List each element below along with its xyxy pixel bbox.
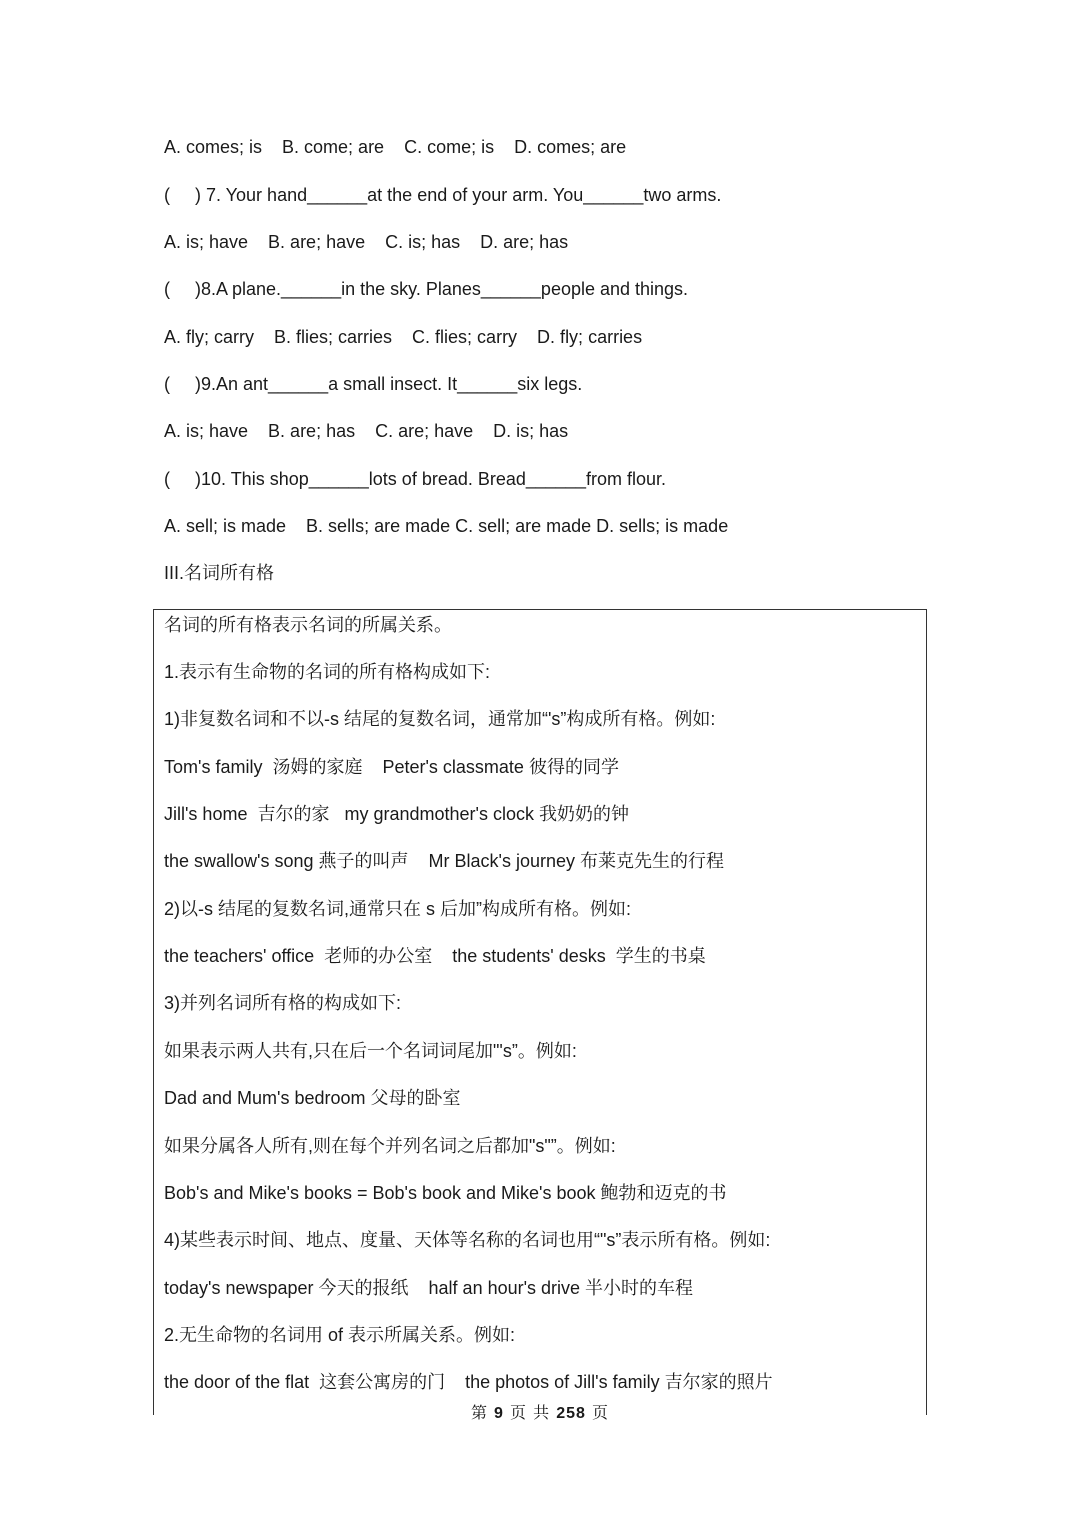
- question-line: A. sell; is made B. sells; are made C. sell; are made D. sells; is made: [164, 516, 729, 536]
- section-heading: III.名词所有格: [164, 563, 275, 583]
- note-line: 2.无生命物的名词用 of 表示所属关系。例如:: [164, 1325, 516, 1345]
- note-line: Jill's home 吉尔的家 my grandmother's clock 我奶奶的钟: [164, 804, 629, 824]
- note-line: Bob's and Mike's books = Bob's book and Mike's book 鲍勃和迈克的书: [164, 1183, 727, 1203]
- question-line: ( )10. This shop______lots of bread. Bread______from flour.: [164, 469, 666, 489]
- note-line: today's newspaper 今天的报纸 half an hour's drive 半小时的车程: [164, 1278, 694, 1298]
- note-line: Tom's family 汤姆的家庭 Peter's classmate 彼得的同学: [164, 757, 619, 777]
- note-line: 如果分属各人所有,则在每个并列名词之后都加"s"”。例如:: [164, 1136, 616, 1156]
- question-line: A. comes; is B. come; are C. come; is D. comes; are: [164, 137, 627, 157]
- note-line: 1)非复数名词和不以-s 结尾的复数名词，通常加“'s”构成所有格。例如:: [164, 709, 716, 729]
- note-line: 2)以-s 结尾的复数名词,通常只在 s 后加”构成所有格。例如:: [164, 899, 631, 919]
- page-total: 258: [556, 1405, 586, 1422]
- note-line: 3)并列名词所有格的构成如下:: [164, 993, 402, 1013]
- question-line: A. is; have B. are; has C. are; have D. is; has: [164, 421, 569, 441]
- question-line: ( ) 7. Your hand______at the end of your arm. You______two arms.: [164, 185, 722, 205]
- note-line: the door of the flat 这套公寓房的门 the photos of Jill's family 吉尔家的照片: [164, 1372, 773, 1392]
- question-line: ( )9.An ant______a small insect. It______six legs.: [164, 374, 583, 394]
- question-line: A. fly; carry B. flies; carries C. flies; carry D. fly; carries: [164, 327, 643, 347]
- footer-suffix: 页: [592, 1403, 610, 1422]
- page-footer: [0, 1400, 1080, 1423]
- footer-middle: 页 共: [510, 1403, 551, 1422]
- note-line: 4)某些表示时间、地点、度量、天体等名称的名词也用“"s”表示所有格。例如:: [164, 1230, 771, 1250]
- footer-prefix: 第: [470, 1403, 488, 1422]
- page-number: 9: [494, 1405, 504, 1422]
- note-line: 名词的所有格表示名词的所属关系。: [164, 615, 452, 635]
- note-line: the swallow's song 燕子的叫声 Mr Black's journey 布莱克先生的行程: [164, 851, 724, 871]
- note-line: the teachers' office 老师的办公室 the students' desks 学生的书桌: [164, 946, 706, 966]
- note-line: 如果表示两人共有,只在后一个名词词尾加"'s”。例如:: [164, 1041, 577, 1061]
- question-line: A. is; have B. are; have C. is; has D. are; has: [164, 232, 569, 252]
- question-line: ( )8.A plane.______in the sky. Planes______people and things.: [164, 279, 689, 299]
- note-line: Dad and Mum's bedroom 父母的卧室: [164, 1088, 461, 1108]
- note-line: 1.表示有生命物的名词的所有格构成如下:: [164, 662, 491, 682]
